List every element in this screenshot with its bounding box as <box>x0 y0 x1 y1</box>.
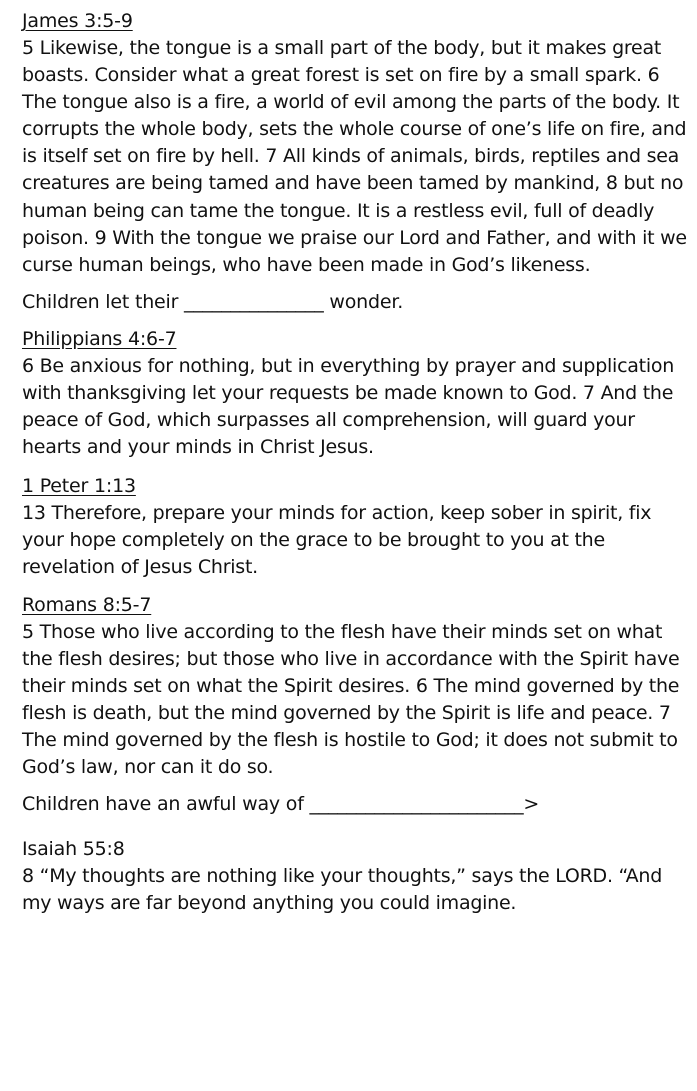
scripture-text-philippians: 6 Be anxious for nothing, but in everything by prayer and supplication with thanksgiving let your requests be made known to God. 7 And the peace of God, which surpasses all comprehension, will guard your hearts and your minds in Christ Jesus. <box>22 354 675 459</box>
scripture-reference-isaiah: Isaiah 55:8 <box>22 838 125 861</box>
fill-in-blank-1: Children let their _______________ wonder. <box>22 290 404 313</box>
scripture-reference-1-peter: 1 Peter 1:13 <box>22 475 136 498</box>
scripture-reference-romans: Romans 8:5-7 <box>22 593 152 616</box>
scripture-reference-james: James 3:5-9 <box>22 10 133 32</box>
scripture-text-james: 5 Likewise, the tongue is a small part of the body, but it makes great boasts. Consider what a great forest is set on fire by a small spark. 6 The tongue also is a fire, a world of evil among the parts of the body. It corrupts the whole body, sets the whole course of one’s life on fire, and is itself set on fire by hell. 7 All kinds of animals, birds, reptiles and sea creatures are being tamed and have been tamed by mankind, 8 but no human being can tame the tongue. It is a restless evil, full of deadly poison. 9 With the tongue we praise our Lord and Father, and with it we curse human beings, who have been made in God’s likeness. <box>22 37 687 276</box>
scripture-text-romans: 5 Those who live according to the flesh have their minds set on what the flesh desires; but those who live in accordance with the Spirit have their minds set on what the Spirit desires. 6 The mind governed by the flesh is death, but the mind governed by the Spirit is life and peace. 7 The mind governed by the flesh is hostile to God; it does not submit to God’s law, nor can it do so. <box>22 620 680 778</box>
scripture-text-1-peter: 13 Therefore, prepare your minds for action, keep sober in spirit, fix your hope completely on the grace to be brought to you at the revelation of Jesus Christ. <box>22 502 652 579</box>
scripture-text-isaiah: 8 “My thoughts are nothing like your thoughts,” says the LORD. “And my ways are far beyond anything you could imagine. <box>22 865 663 915</box>
scripture-reference-philippians: Philippians 4:6-7 <box>22 327 177 350</box>
fill-in-blank-2: Children have an awful way of _______________________> <box>22 793 540 816</box>
worksheet-page <box>22 8 690 917</box>
